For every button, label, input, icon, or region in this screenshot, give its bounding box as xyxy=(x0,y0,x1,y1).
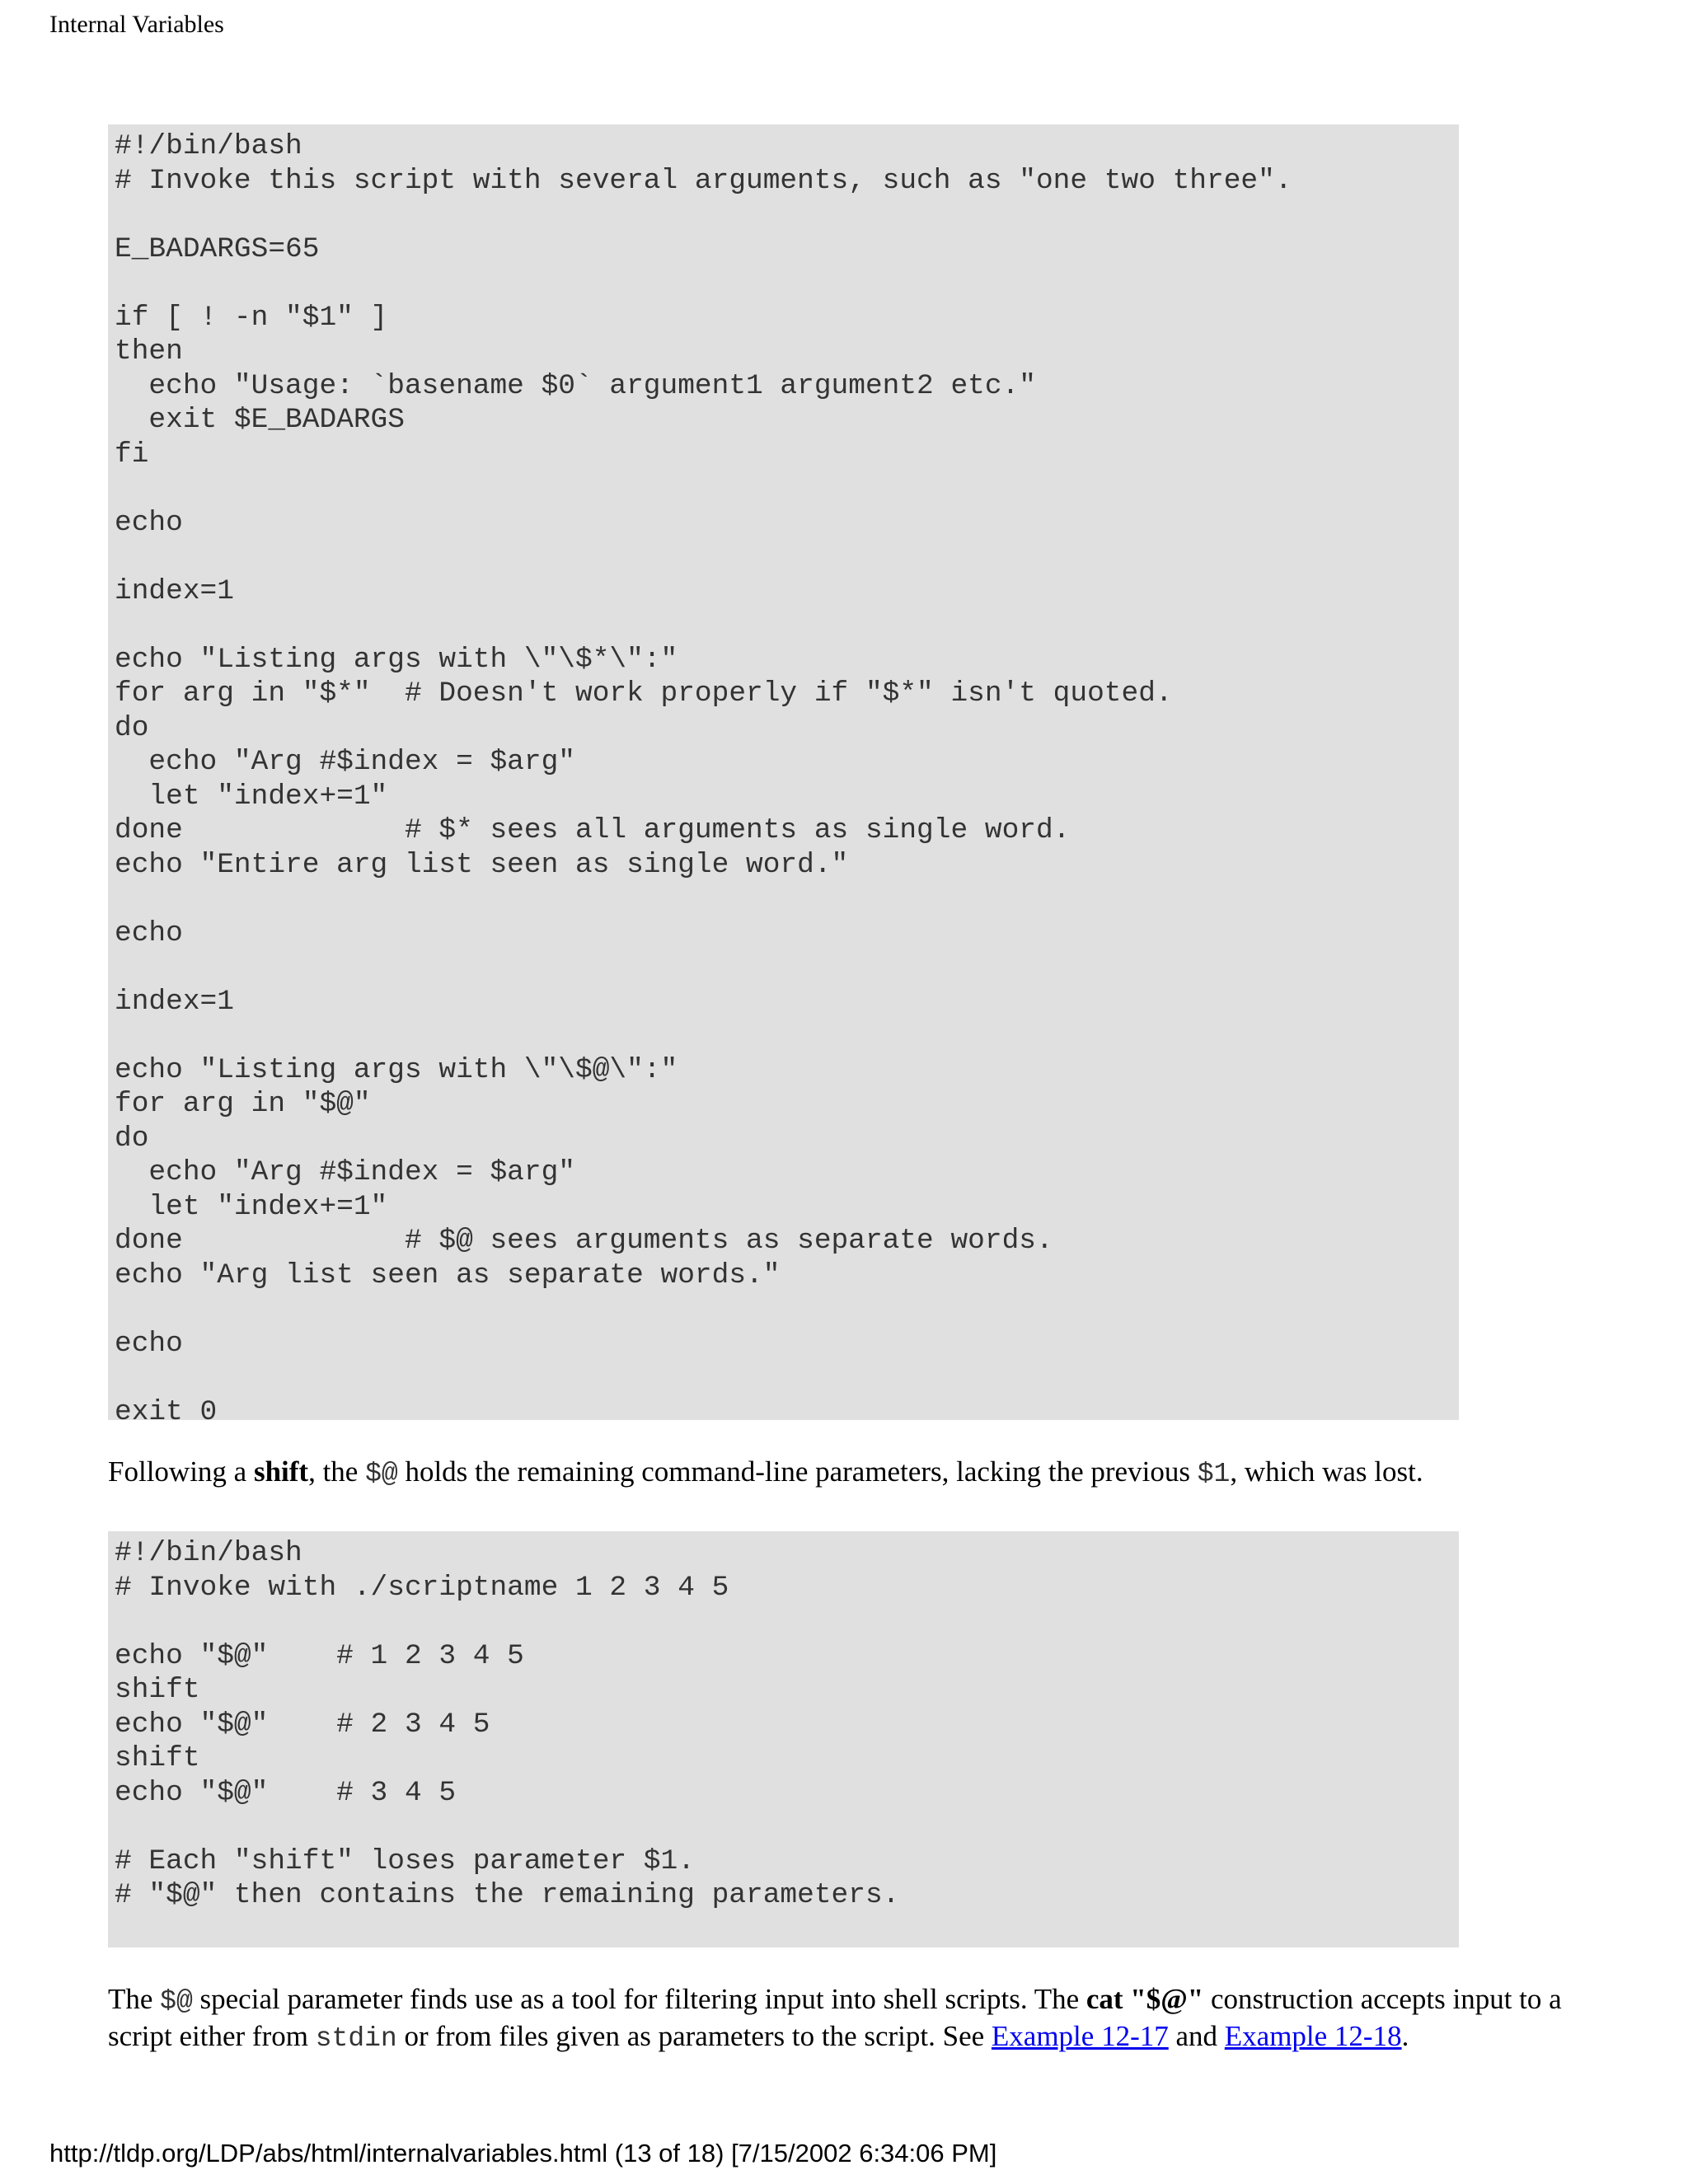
inline-code: $1 xyxy=(1197,1459,1231,1489)
text: , which was lost. xyxy=(1230,1455,1423,1488)
bold-term-shift: shift xyxy=(253,1455,309,1488)
text: holds the remaining command-line parameters, lacking the previous xyxy=(397,1455,1198,1488)
inline-code: stdin xyxy=(315,2023,397,2054)
inline-code: $@ xyxy=(365,1459,398,1489)
code-block-positional-params xyxy=(108,124,1459,1428)
paragraph-shift-explanation xyxy=(108,1455,1575,1492)
text: or from files given as parameters to the script. See xyxy=(396,2020,992,2052)
text: and xyxy=(1168,2020,1225,2052)
text: Following a xyxy=(108,1455,254,1488)
text: special parameter finds use as a tool for filtering input into shell scripts. The xyxy=(192,1983,1086,2015)
link-example-12-17[interactable]: Example 12-17 xyxy=(991,2020,1169,2052)
text: construction accepts input to a script either from xyxy=(108,1983,1562,2052)
paragraph-filter-explanation xyxy=(108,1982,1575,2056)
text: The xyxy=(108,1983,161,2015)
page-header-title: Internal Variables xyxy=(49,11,224,38)
text: . xyxy=(1401,2020,1409,2052)
link-example-12-18[interactable]: Example 12-18 xyxy=(1224,2020,1402,2052)
bold-term-cat: cat "$@" xyxy=(1085,1983,1204,2015)
code-block-shift-example xyxy=(108,1531,1459,1947)
text: , the xyxy=(308,1455,366,1488)
code-listing: #!/bin/bash # Invoke this script with several arguments, such as "one two three". E_BADARGS=65 if [ ! -n "$1" ] then echo "Usage: `basename $0` argument1 argument2 etc." exit $E_BADARGS fi echo index=1 echo "Listing args with \"\$*\":" for arg in "$*" # Doesn't work properly if "$*" isn't quoted. do echo "Arg #$index = $arg" let "index+=1" done # $* sees all arguments as single word. echo "Entire arg list seen as single word." echo index=1 echo "Listing args with \"\$@\":" for arg in "$@" do echo "Arg #$index = $arg" let "index+=1" done # $@ sees arguments as separate words. echo "Arg list seen as separate words." echo exit 0 xyxy=(115,130,1292,1428)
page-footer-url: http://tldp.org/LDP/abs/html/internalvariables.html (13 of 18) [7/15/2002 6:34:06 PM] xyxy=(49,2139,997,2168)
code-listing: #!/bin/bash # Invoke with ./scriptname 1 2 3 4 5 echo "$@" # 1 2 3 4 5 shift echo "$@" # 2 3 4 5 shift echo "$@" # 3 4 5 # Each "shift" loses parameter $1. # "$@" then contains the remaining parameters. xyxy=(115,1537,900,1911)
inline-code: $@ xyxy=(160,1986,193,2017)
